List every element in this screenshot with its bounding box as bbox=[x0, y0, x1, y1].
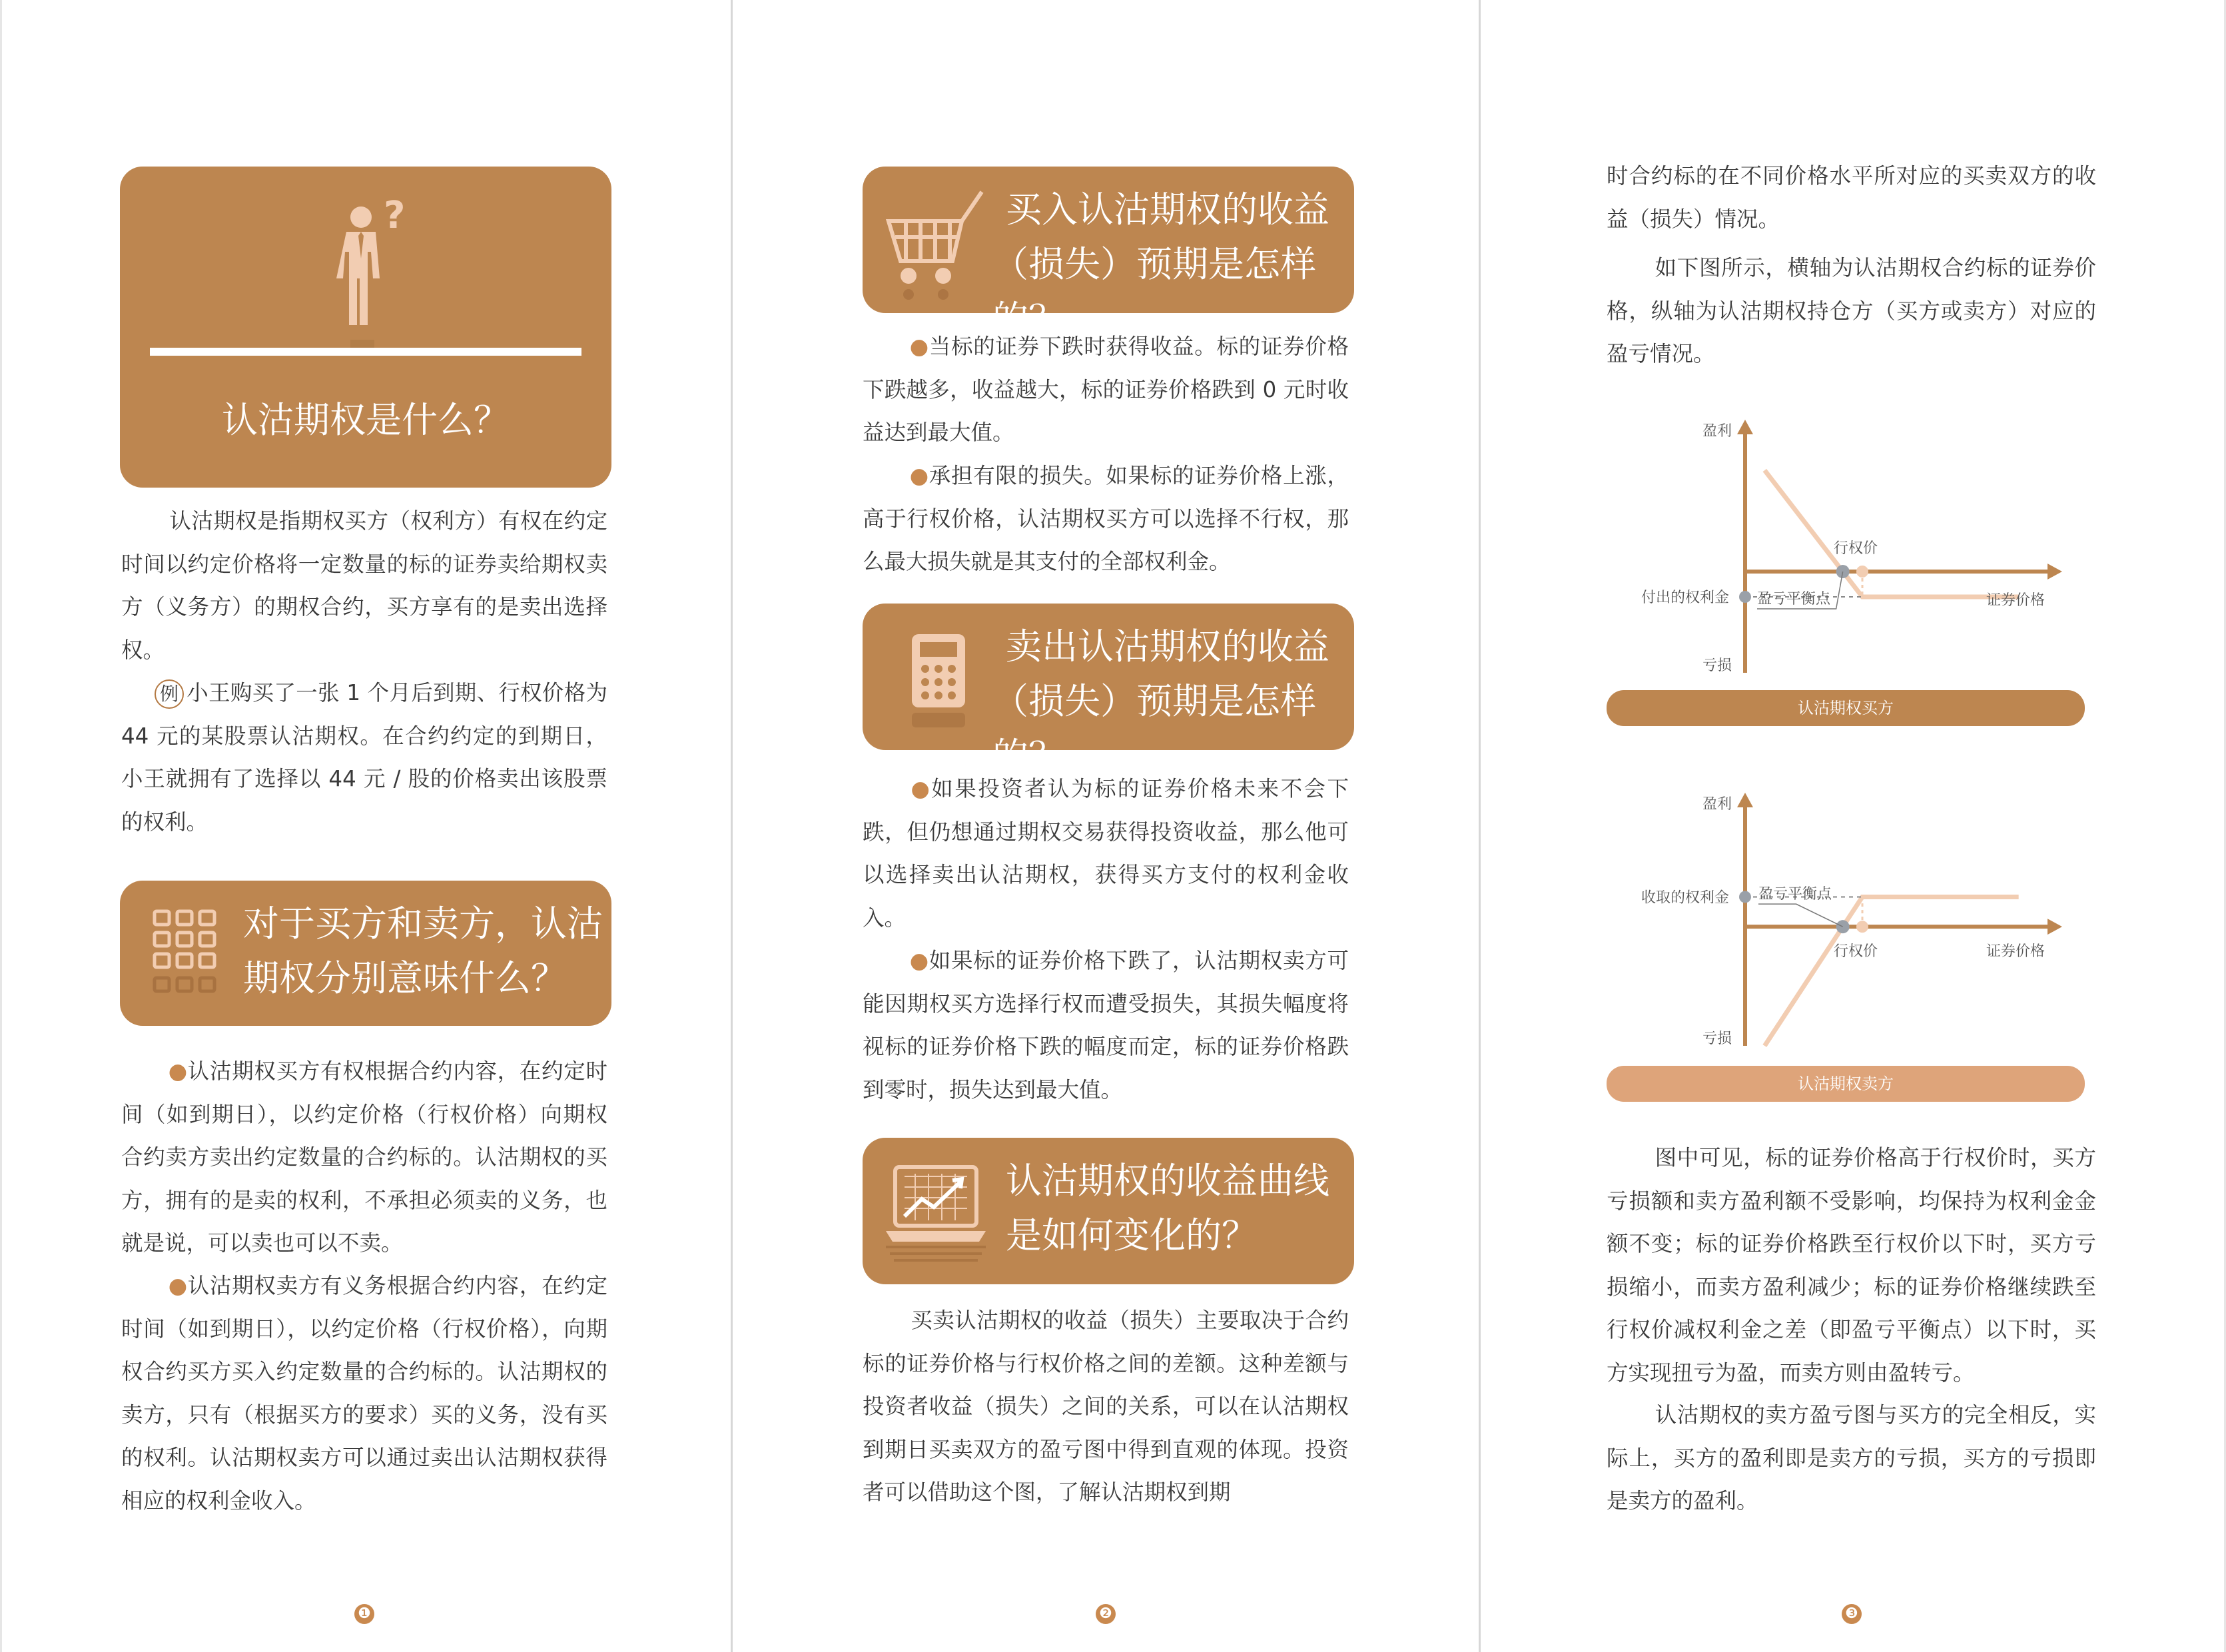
y-axis-label-top: 盈利 bbox=[1702, 796, 1732, 813]
buy-put-gain-paragraph bbox=[863, 325, 1349, 454]
banner-title-line2: 期权分别意味什么？ bbox=[243, 957, 567, 999]
banner-title-line2: 是如何变化的？ bbox=[1006, 1214, 1258, 1256]
x-axis-arrow bbox=[2047, 564, 2062, 580]
premium-label: 收取的权利金 bbox=[1641, 889, 1729, 907]
banner-title-line1: 认沽期权的收益曲线 bbox=[1006, 1160, 1329, 1202]
y-axis-label-top: 盈利 bbox=[1702, 423, 1732, 440]
svg-text:?: ? bbox=[384, 200, 406, 237]
banner-sell-put-payoff bbox=[863, 604, 1354, 777]
seller-chart-title: 认沽期权卖方 bbox=[1607, 1066, 2085, 1102]
buy-put-loss-paragraph bbox=[863, 454, 1349, 584]
panel-divider-2 bbox=[1479, 0, 1481, 1652]
axis-description-paragraph bbox=[1607, 246, 2096, 376]
buyer-text: 认沽期权买方有权根据合约内容，在约定时间（如到期日），以约定价格（行权价格）向期权合约卖方卖出约定数量的合约标的。认沽期权的买方，拥有的是卖的权利，不承担必须卖的义务，也就是说，可以卖也可以不卖。 bbox=[121, 1058, 607, 1256]
premium-label: 付出的权利金 bbox=[1641, 590, 1729, 606]
banner-what-is-put bbox=[120, 167, 611, 488]
bullet-icon: ● bbox=[909, 948, 929, 973]
grid-icon bbox=[152, 909, 218, 1009]
sell-put-risk-text: 如果标的证券价格下跌了，认沽期权卖方可能因期权买方选择行权而遭受损失，其损失幅度将视标的证券价格下跌的幅度而定，标的证券价格跌到零时，损失达到最大值。 bbox=[863, 948, 1349, 1102]
calculator-icon bbox=[909, 631, 969, 731]
banner-title-line2: （损失）预期是怎样的？ bbox=[992, 243, 1316, 340]
banner-buyer-seller bbox=[120, 881, 611, 1026]
payoff-curve-paragraph bbox=[863, 1299, 1349, 1514]
buyer-paragraph bbox=[121, 1050, 607, 1265]
buy-put-gain-text: 当标的证券下跌时获得收益。标的证券价格下跌越多，收益越大，标的证券价格跌到 0 元时收益达到最大值。 bbox=[863, 334, 1349, 445]
sell-put-motivation-text: 如果投资者认为标的证券价格未来不会下跌，但仍想通过期权交易获得投资收益，那么他可以选择卖出认沽期权，获得买方支付的权利金收入。 bbox=[863, 776, 1349, 931]
chart-intro-paragraph bbox=[1607, 155, 2096, 240]
x-axis-label: 证券价格 bbox=[1986, 943, 2045, 961]
buy-put-loss-text: 承担有限的损失。如果标的证券价格上涨，高于行权价格，认沽期权买方可以选择不行权，那么最大损失就是其支付的全部权利金。 bbox=[863, 463, 1349, 574]
seller-paragraph bbox=[121, 1264, 607, 1522]
page-number-1: ❶ bbox=[354, 1604, 374, 1624]
premium-marker bbox=[1739, 891, 1751, 903]
axis-description-text: 如下图所示，横轴为认沽期权合约标的证券价格，纵轴为认沽期权持仓方（买方或卖方）对应的盈亏情况。 bbox=[1607, 255, 2096, 366]
chart-intro-text: 时合约标的在不同价格水平所对应的买卖双方的收益（损失）情况。 bbox=[1607, 163, 2096, 232]
symmetry-paragraph bbox=[1607, 1394, 2096, 1523]
banner-rule bbox=[150, 348, 581, 356]
example-paragraph bbox=[121, 671, 607, 843]
panel-divider-1 bbox=[731, 0, 733, 1652]
strike-label: 行权价 bbox=[1833, 540, 1878, 557]
premium-marker bbox=[1739, 591, 1751, 603]
bullet-icon: ● bbox=[909, 463, 929, 488]
intro-paragraph bbox=[121, 500, 607, 671]
strike-marker bbox=[1856, 921, 1868, 933]
bullet-icon: ● bbox=[168, 1273, 188, 1298]
strike-label: 行权价 bbox=[1833, 943, 1878, 961]
breakeven-marker bbox=[1836, 565, 1850, 578]
breakeven-label: 盈亏平衡点 bbox=[1758, 886, 1832, 903]
sell-put-risk-paragraph bbox=[863, 939, 1349, 1111]
y-axis-arrow bbox=[1737, 793, 1753, 807]
breakeven-label: 盈亏平衡点 bbox=[1757, 591, 1831, 608]
payoff-line bbox=[1764, 897, 2018, 1046]
payoff-curve-text: 买卖认沽期权的收益（损失）主要取决于合约标的证券价格与行权价格之间的差额。这种差额与投资者收益（损失）之间的关系，可以在认沽期权到期日买卖双方的盈亏图中得到直观的体现。投资者可以借助这个图，了解认沽期权到期 bbox=[863, 1308, 1349, 1505]
banner-title-line2: （损失）预期是怎样的？ bbox=[992, 680, 1316, 777]
page-number-2: ❷ bbox=[1096, 1604, 1116, 1624]
x-axis-label: 证券价格 bbox=[1986, 592, 2045, 609]
seller-payoff-chart bbox=[1612, 779, 2078, 1059]
laptop-chart-icon bbox=[886, 1164, 986, 1264]
banner-title-line1: 对于买方和卖方，认沽 bbox=[243, 903, 603, 945]
banner-title-line1: 卖出认沽期权的收益 bbox=[1006, 625, 1329, 667]
banner-buy-put-payoff bbox=[863, 167, 1354, 340]
sell-put-motivation-paragraph bbox=[863, 767, 1349, 939]
x-axis-arrow bbox=[2047, 919, 2062, 935]
shopping-cart-icon bbox=[886, 191, 986, 304]
y-axis-label-bottom: 亏损 bbox=[1702, 1031, 1732, 1047]
payoff-line bbox=[1764, 470, 2018, 597]
banner-title-line1: 买入认沽期权的收益 bbox=[1006, 189, 1329, 230]
banner-payoff-curve bbox=[863, 1138, 1354, 1284]
person-question-icon bbox=[333, 200, 413, 360]
chart-explanation-text: 图中可见，标的证券价格高于行权价时，买方亏损额和卖方盈利额不受影响，均保持为权利金金额不变；标的证券价格跌至行权价以下时，买方亏损缩小，而卖方盈利减少；标的证券价格继续跌至行权价减权利金之差（即盈亏平衡点）以下时，买方实现扭亏为盈，而卖方则由盈转亏。 bbox=[1607, 1145, 2096, 1386]
breakeven-marker bbox=[1836, 920, 1850, 933]
y-axis-arrow bbox=[1737, 420, 1753, 434]
example-marker: 例 bbox=[155, 679, 184, 709]
buyer-payoff-chart bbox=[1612, 406, 2078, 686]
example-text: 小王购买了一张 1 个月后到期、行权价格为 44 元的某股票认沽期权。在合约约定的到期日，小王就拥有了选择以 44 元 / 股的价格卖出该股票的权利。 bbox=[121, 680, 607, 835]
bullet-icon: ● bbox=[909, 334, 929, 359]
intro-text: 认沽期权是指期权买方（权利方）有权在约定时间以约定价格将一定数量的标的证券卖给期权卖方（义务方）的期权合约，买方享有的是卖出选择权。 bbox=[121, 508, 607, 663]
banner-title: 认沽期权是什么？ bbox=[222, 399, 510, 441]
page-number-3: ❸ bbox=[1842, 1604, 1862, 1624]
seller-text: 认沽期权卖方有义务根据合约内容，在约定时间（如到期日），以约定价格（行权价格），向期权合约买方买入约定数量的合约标的。认沽期权的卖方，只有（根据买方的要求）买的义务，没有买的权利。认沽期权卖方可以通过卖出认沽期权获得相应的权利金收入。 bbox=[121, 1273, 607, 1513]
bullet-icon: ● bbox=[909, 776, 932, 801]
bullet-icon: ● bbox=[168, 1058, 188, 1084]
breakeven-leader bbox=[1758, 904, 1843, 927]
page-edge-left bbox=[0, 0, 2, 1652]
chart-explanation-paragraph bbox=[1607, 1136, 2096, 1394]
symmetry-text: 认沽期权的卖方盈亏图与买方的完全相反，实际上，买方的盈利即是卖方的亏损，买方的亏损即是卖方的盈利。 bbox=[1607, 1402, 2096, 1513]
buyer-chart-title: 认沽期权买方 bbox=[1607, 690, 2085, 726]
y-axis-label-bottom: 亏损 bbox=[1702, 657, 1732, 674]
